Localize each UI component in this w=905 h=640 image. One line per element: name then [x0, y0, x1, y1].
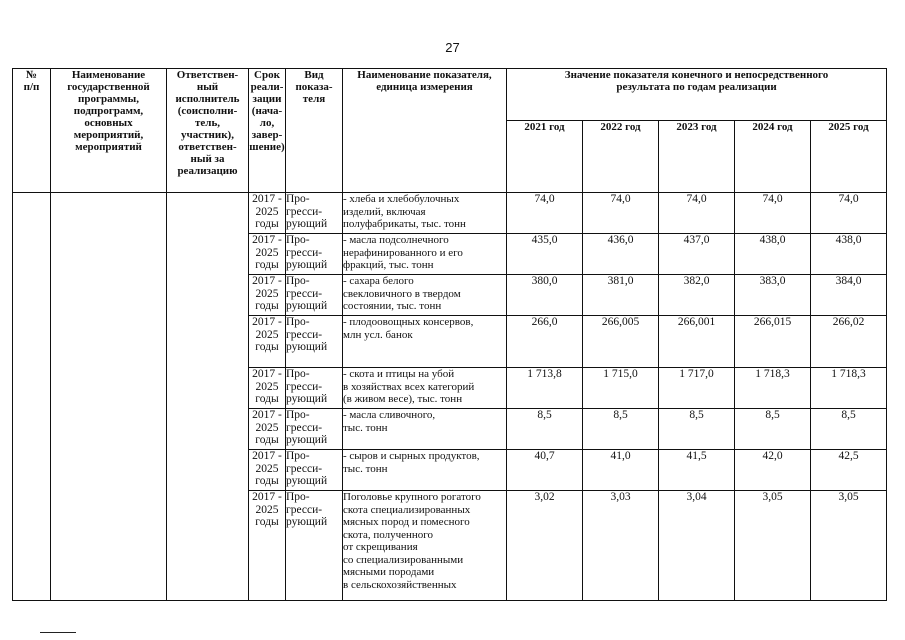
- value-cell: 8,5: [811, 409, 887, 450]
- value-cell: 1 718,3: [811, 368, 887, 409]
- value-cell: 3,02: [507, 491, 583, 601]
- indicator-type-cell: Про- гресси- рующий: [286, 409, 343, 450]
- header-number: № п/п: [13, 69, 51, 193]
- value-cell: 8,5: [735, 409, 811, 450]
- value-cell: 266,0: [507, 316, 583, 368]
- value-cell: 380,0: [507, 275, 583, 316]
- value-cell: 42,0: [735, 450, 811, 491]
- header-year: 2023 год: [659, 121, 735, 193]
- header-executor: Ответствен- ный исполнитель (соисполни- тель, участник), ответствен- ный за реализацию: [167, 69, 249, 193]
- value-cell: 74,0: [659, 193, 735, 234]
- value-cell: 40,7: [507, 450, 583, 491]
- indicator-name-cell: - плодоовощных консервов, млн усл. банок: [343, 316, 507, 368]
- header-kind: Вид показа- теля: [286, 69, 343, 193]
- value-cell: 41,5: [659, 450, 735, 491]
- value-cell: 3,03: [583, 491, 659, 601]
- period-cell: 2017 - 2025 годы: [249, 450, 286, 491]
- table-row: [13, 193, 887, 234]
- value-cell: 266,02: [811, 316, 887, 368]
- value-cell: 8,5: [659, 409, 735, 450]
- indicator-type-cell: Про- гресси- рующий: [286, 316, 343, 368]
- indicator-type-cell: Про- гресси- рующий: [286, 368, 343, 409]
- value-cell: 381,0: [583, 275, 659, 316]
- value-cell: 384,0: [811, 275, 887, 316]
- value-cell: 8,5: [583, 409, 659, 450]
- period-cell: 2017 - 2025 годы: [249, 409, 286, 450]
- program-cell-empty: [51, 193, 167, 601]
- indicator-name-cell: - масла подсолнечного нерафинированного и его фракций, тыс. тонн: [343, 234, 507, 275]
- value-cell: 8,5: [507, 409, 583, 450]
- value-cell: 438,0: [811, 234, 887, 275]
- header-indicator: Наименование показателя, единица измерения: [343, 69, 507, 193]
- value-cell: 438,0: [735, 234, 811, 275]
- value-cell: 382,0: [659, 275, 735, 316]
- indicator-name-cell: - масла сливочного, тыс. тонн: [343, 409, 507, 450]
- indicator-name-cell: Поголовье крупного рогатого скота специализированных мясных пород и помесного скота, полученного от скрещивания со специализированными мясными породами в сельскохозяйственных: [343, 491, 507, 601]
- indicator-name-cell: - сахара белого свекловичного в твердом состоянии, тыс. тонн: [343, 275, 507, 316]
- period-cell: 2017 - 2025 годы: [249, 316, 286, 368]
- value-cell: 383,0: [735, 275, 811, 316]
- value-cell: 435,0: [507, 234, 583, 275]
- header-year: 2025 год: [811, 121, 887, 193]
- indicators-table: [12, 68, 887, 601]
- value-cell: 437,0: [659, 234, 735, 275]
- period-cell: 2017 - 2025 годы: [249, 368, 286, 409]
- header-program: Наименование государственной программы, подпрограмм, основных мероприятий, мероприятий: [51, 69, 167, 193]
- indicator-type-cell: Про- гресси- рующий: [286, 491, 343, 601]
- period-cell: 2017 - 2025 годы: [249, 193, 286, 234]
- indicator-name-cell: - хлеба и хлебобулочных изделий, включая полуфабрикаты, тыс. тонн: [343, 193, 507, 234]
- value-cell: 1 717,0: [659, 368, 735, 409]
- value-cell: 74,0: [583, 193, 659, 234]
- table-body: [13, 193, 887, 601]
- value-cell: 3,05: [811, 491, 887, 601]
- indicator-type-cell: Про- гресси- рующий: [286, 450, 343, 491]
- period-cell: 2017 - 2025 годы: [249, 275, 286, 316]
- indicator-type-cell: Про- гресси- рующий: [286, 275, 343, 316]
- indicator-name-cell: - сыров и сырных продуктов, тыс. тонн: [343, 450, 507, 491]
- value-cell: 42,5: [811, 450, 887, 491]
- value-cell: 74,0: [811, 193, 887, 234]
- header-year: 2022 год: [583, 121, 659, 193]
- value-cell: 1 713,8: [507, 368, 583, 409]
- header-values-group: Значение показателя конечного и непосредственного результата по годам реализации: [507, 69, 887, 121]
- value-cell: 266,001: [659, 316, 735, 368]
- executor-cell-empty: [167, 193, 249, 601]
- value-cell: 74,0: [735, 193, 811, 234]
- page-bottom-mark: [40, 632, 76, 633]
- value-cell: 3,04: [659, 491, 735, 601]
- period-cell: 2017 - 2025 годы: [249, 234, 286, 275]
- header-year: 2024 год: [735, 121, 811, 193]
- header-period: Срок реали- зации (нача- ло, завер- шение): [249, 69, 286, 193]
- value-cell: 3,05: [735, 491, 811, 601]
- indicator-type-cell: Про- гресси- рующий: [286, 234, 343, 275]
- value-cell: 41,0: [583, 450, 659, 491]
- value-cell: 266,005: [583, 316, 659, 368]
- value-cell: 74,0: [507, 193, 583, 234]
- header-year: 2021 год: [507, 121, 583, 193]
- page-number: 27: [445, 40, 460, 55]
- indicator-type-cell: Про- гресси- рующий: [286, 193, 343, 234]
- value-cell: 266,015: [735, 316, 811, 368]
- value-cell: 1 715,0: [583, 368, 659, 409]
- value-cell: 1 718,3: [735, 368, 811, 409]
- number-cell-empty: [13, 193, 51, 601]
- indicator-name-cell: - скота и птицы на убой в хозяйствах всех категорий (в живом весе), тыс. тонн: [343, 368, 507, 409]
- period-cell: 2017 - 2025 годы: [249, 491, 286, 601]
- value-cell: 436,0: [583, 234, 659, 275]
